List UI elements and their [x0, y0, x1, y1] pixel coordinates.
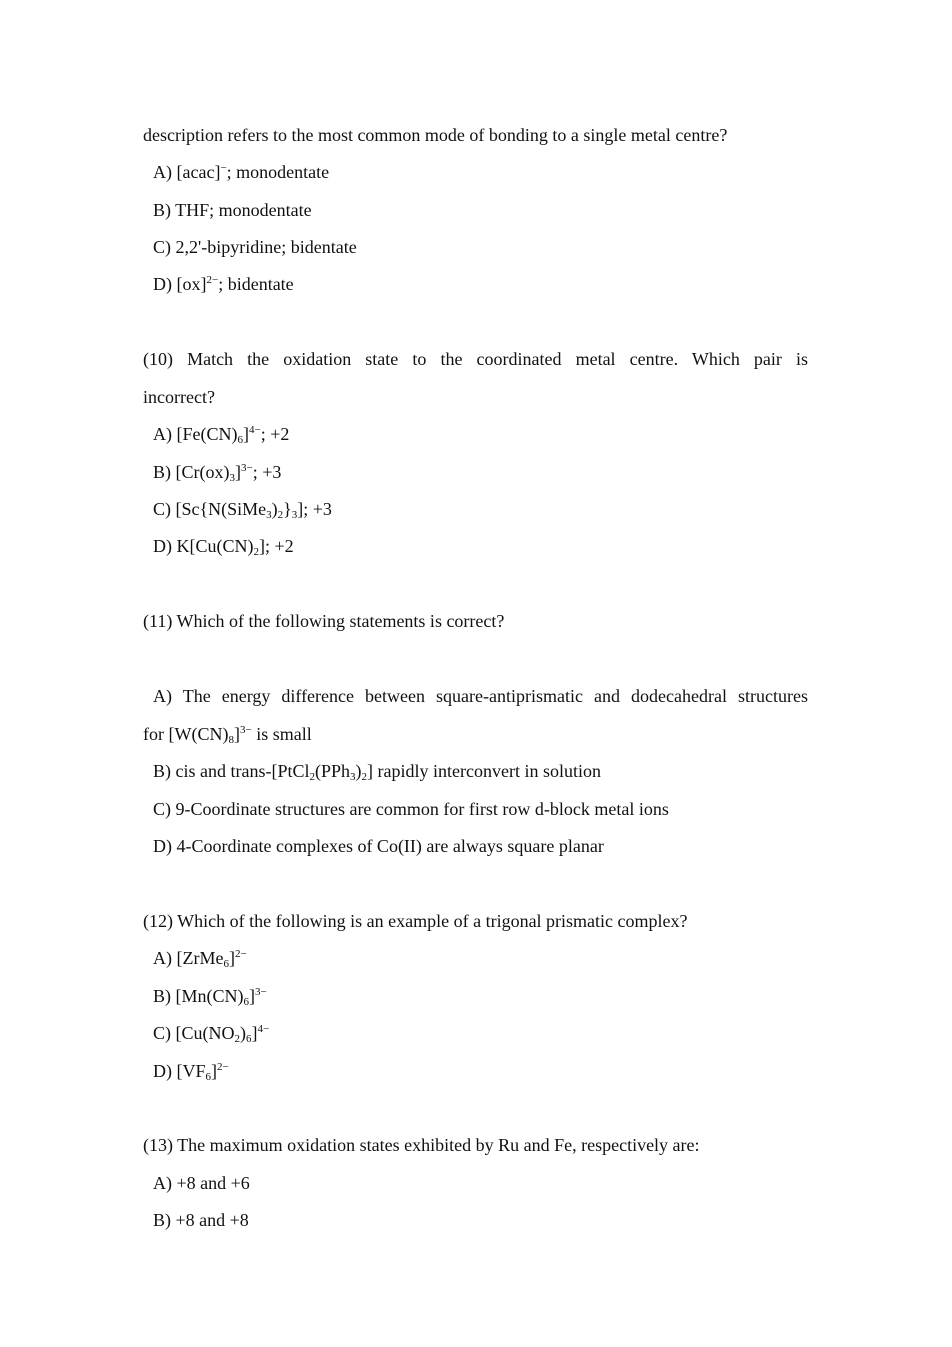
- q12-option-d: D) $[VF_6]^{2-}$: [153, 1061, 229, 1083]
- question-10-stem-line2: incorrect?: [143, 387, 215, 407]
- question-11-stem: (11) Which of the following statements is correct?: [143, 611, 505, 631]
- q9-option-a: A) [acac]−; monodentate: [153, 162, 330, 182]
- q12-option-b: B) $[Mn(CN)_6]^{3-}$: [153, 986, 267, 1008]
- q10-option-d: D) $K[Cu(CN)_2]$; +2: [153, 536, 294, 558]
- q10-option-c: C) $[Sc\{N(SiMe_3)_2\}_3]$; +3: [153, 499, 332, 521]
- question-9-stem-continuation: description refers to the most common mode of bonding to a single metal centre?: [143, 125, 728, 145]
- q13-option-b: B) +8 and +8: [153, 1210, 249, 1230]
- q9-option-c: C) 2,2'-bipyridine; bidentate: [153, 237, 357, 257]
- q13-option-a: A) +8 and +6: [153, 1173, 250, 1193]
- q10-option-b: B) $[Cr(ox)_3]^{3-}$; +3: [153, 462, 282, 484]
- question-12-stem: (12) Which of the following is an example of a trigonal prismatic complex?: [143, 911, 688, 931]
- q9-option-b: B) THF; monodentate: [153, 200, 312, 220]
- question-13-stem: (13) The maximum oxidation states exhibited by Ru and Fe, respectively are:: [143, 1135, 700, 1155]
- q11-option-d: D) 4-Coordinate complexes of Co(II) are always square planar: [153, 836, 604, 856]
- q11-option-c: C) 9-Coordinate structures are common for first row d-block metal ions: [153, 799, 669, 819]
- q11-option-a: A) The energy difference between square-antiprismatic and dodecahedral structures: [153, 686, 808, 706]
- q9-option-d: D) [ox]$^{2-}$; bidentate: [153, 274, 294, 294]
- q10-option-a: A) $[Fe(CN)_6]^{4-}$; +2: [153, 424, 290, 446]
- q11-option-b: B) cis and trans-$[PtCl_2(PPh_3)_2]$ rapidly interconvert in solution: [153, 761, 601, 783]
- question-10-stem: (10) Match the oxidation state to the coordinated metal centre. Which pair is: [143, 349, 808, 369]
- q12-option-a: A) [ZrMe$_6$]$^{2-}$: [153, 948, 247, 970]
- q12-option-c: C) $[Cu(NO_2)_6]^{4-}$: [153, 1023, 270, 1045]
- q11-option-a-line2: for $[W(CN)_8]^{3-}$ is small: [143, 724, 312, 746]
